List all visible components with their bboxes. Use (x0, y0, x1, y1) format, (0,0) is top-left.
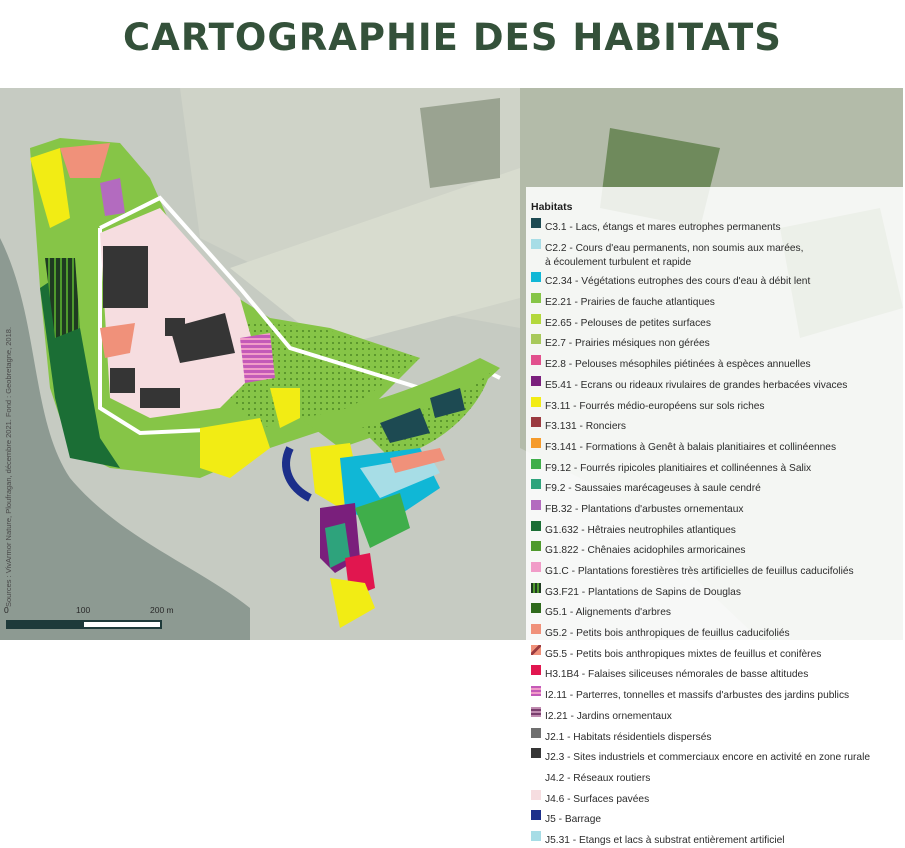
legend-item-f3-131 (531, 416, 903, 434)
building-small-1 (110, 368, 135, 393)
legend-swatch (531, 355, 541, 365)
legend-item-c2-34 (531, 271, 903, 289)
legend-item-f9-2 (531, 478, 903, 496)
legend-label: G3.F21 - Plantations de Sapins de Douglas (545, 586, 741, 598)
legend-label: G1.632 - Hêtraies neutrophiles atlantiques (545, 524, 736, 536)
legend-text (545, 582, 741, 600)
scale-label-mid: 100 (76, 605, 91, 615)
legend-text (545, 238, 803, 269)
legend-label: J4.6 - Surfaces pavées (545, 793, 650, 805)
legend-swatch (531, 397, 541, 407)
legend-item-e5-41 (531, 375, 903, 393)
legend-swatch (531, 603, 541, 613)
legend-item-g5-5 (531, 644, 903, 662)
legend-text (545, 354, 811, 372)
legend-item-h3-1b4 (531, 664, 903, 682)
legend-swatch (531, 314, 541, 324)
legend-text (545, 830, 785, 848)
legend-swatch (531, 438, 541, 448)
legend-swatch (531, 272, 541, 282)
legend-label: G5.5 - Petits bois anthropiques mixtes de feuillus et conifères (545, 648, 822, 660)
legend-label: F9.12 - Fourrés ripicoles planitiaires et collinéennes à Salix (545, 462, 812, 474)
legend-label: C2.2 - Cours d'eau permanents, non soumis aux marées, (545, 242, 804, 254)
legend-item-g5-1 (531, 602, 903, 620)
legend-label: F3.131 - Ronciers (545, 421, 626, 433)
legend-swatch (531, 541, 541, 551)
legend-item-f9-12 (531, 458, 903, 476)
legend-text (545, 478, 761, 496)
legend-swatch (531, 645, 541, 655)
legend-item-g5-2 (531, 623, 903, 641)
legend-label: I2.21 - Jardins ornementaux (545, 710, 672, 722)
scale-fill (8, 622, 84, 627)
legend-item-f3-11 (531, 396, 903, 414)
legend-swatch (531, 583, 541, 593)
page-title: CARTOGRAPHIE DES HABITATS (123, 16, 782, 59)
legend-item-c3-1 (531, 217, 903, 235)
legend-text (545, 727, 711, 745)
legend-text (545, 747, 870, 765)
legend-text (545, 623, 790, 641)
habitat-i2-11 (240, 333, 275, 383)
legend-text (545, 396, 765, 414)
legend-text (545, 499, 743, 517)
map-legend (526, 187, 903, 846)
legend-text (545, 768, 650, 786)
legend-item-j5-31 (531, 830, 903, 848)
legend-swatch (531, 686, 541, 696)
legend-label: J2.3 - Sites industriels et commerciaux encore en activité en zone rurale (545, 752, 871, 764)
legend-title: Habitats (531, 201, 573, 213)
legend-text (545, 292, 715, 310)
legend-text (545, 313, 711, 331)
legend-swatch (531, 521, 541, 531)
legend-label: J5.31 - Etangs et lacs à substrat entièrement artificiel (545, 834, 785, 846)
scale-track (6, 620, 162, 629)
legend-text (545, 706, 672, 724)
legend-swatch (531, 748, 541, 758)
legend-item-fb-32 (531, 499, 903, 517)
legend-swatch (531, 417, 541, 427)
legend-label: C2.34 - Végétations eutrophes des cours d'eau à débit lent (545, 276, 811, 288)
legend-text (545, 540, 745, 558)
legend-item-j5 (531, 809, 903, 827)
legend-swatch (531, 707, 541, 717)
scale-label-start: 0 (4, 605, 9, 615)
legend-swatch (531, 728, 541, 738)
legend-text (545, 520, 736, 538)
legend-swatch (531, 459, 541, 469)
legend-text (545, 789, 649, 807)
source-note: Sources : VivArmor Nature, Ploufragan, décembre 2021. Fond : Geobretagne, 2018. (4, 326, 13, 607)
legend-swatch (531, 334, 541, 344)
scale-bar (4, 605, 182, 637)
legend-item-c2-2 (531, 238, 903, 269)
legend-label: F3.141 - Formations à Genêt à balais planitiaires et collinéennes (545, 441, 837, 453)
legend-text (545, 333, 710, 351)
legend-label: I2.11 - Parterres, tonnelles et massifs d'arbustes des jardins publics (545, 690, 850, 702)
building-main (103, 246, 148, 308)
legend-label: E5.41 - Ecrans ou rideaux rivulaires de grandes herbacées vivaces (545, 379, 848, 391)
legend-swatch (531, 500, 541, 510)
legend-swatch (531, 376, 541, 386)
legend-item-e2-7 (531, 333, 903, 351)
legend-item-e2-21 (531, 292, 903, 310)
legend-label: G5.1 - Alignements d'arbres (545, 607, 671, 619)
legend-label: E2.21 - Prairies de fauche atlantiques (545, 297, 715, 309)
legend-item-e2-8 (531, 354, 903, 372)
legend-swatch (531, 479, 541, 489)
legend-text (545, 271, 810, 289)
legend-text (545, 416, 626, 434)
legend-swatch (531, 810, 541, 820)
legend-text (545, 458, 811, 476)
legend-label: E2.8 - Pelouses mésophiles piétinées à espèces annuelles (545, 359, 811, 371)
legend-item-g3-f21 (531, 582, 903, 600)
legend-swatch (531, 665, 541, 675)
legend-item-g1-632 (531, 520, 903, 538)
legend-label: C3.1 - Lacs, étangs et mares eutrophes permanents (545, 222, 781, 233)
legend-label: E2.65 - Pelouses de petites surfaces (545, 317, 711, 329)
legend-text (545, 217, 781, 235)
legend-label: G1.C - Plantations forestières très artificielles de feuillus caducifoliés (545, 566, 854, 577)
scale-label-end: 200 m (150, 605, 174, 615)
legend-label: F3.11 - Fourrés médio-européens sur sols riches (545, 400, 765, 412)
legend-label: J4.2 - Réseaux routiers (545, 772, 651, 784)
legend-text (545, 644, 821, 662)
legend-text (545, 561, 854, 579)
legend-list (531, 217, 903, 848)
legend-label: J2.1 - Habitats résidentiels dispersés (545, 731, 712, 743)
legend-swatch (531, 769, 541, 779)
legend-swatch (531, 218, 541, 228)
legend-swatch (531, 562, 541, 572)
legend-text (545, 664, 808, 682)
legend-item-j2-3 (531, 747, 903, 765)
habitat-g5-2-west (100, 323, 135, 358)
legend-label: J5 - Barrage (545, 814, 602, 826)
building-small-3 (165, 318, 185, 336)
legend-item-j4-6 (531, 789, 903, 807)
legend-item-i2-21 (531, 706, 903, 724)
legend-swatch (531, 239, 541, 249)
legend-label-continued: à écoulement turbulent et rapide (545, 256, 692, 268)
legend-item-f3-141 (531, 437, 903, 455)
legend-item-g1-c (531, 561, 903, 579)
legend-text (545, 809, 601, 827)
legend-swatch (531, 293, 541, 303)
legend-label: FB.32 - Plantations d'arbustes ornementaux (545, 503, 744, 515)
legend-swatch (531, 624, 541, 634)
legend-label: G1.822 - Chênaies acidophiles armoricaines (545, 545, 746, 557)
legend-label: G5.2 - Petits bois anthropiques de feuillus caducifoliés (545, 628, 790, 640)
habitat-map[interactable] (0, 88, 903, 846)
legend-label: F9.2 - Saussaies marécageuses à saule cendré (545, 483, 761, 495)
legend-item-j4-2 (531, 768, 903, 786)
legend-item-j2-1 (531, 727, 903, 745)
legend-item-e2-65 (531, 313, 903, 331)
legend-text (545, 375, 847, 393)
legend-text (545, 437, 836, 455)
legend-swatch (531, 790, 541, 800)
legend-swatch (531, 831, 541, 841)
legend-label: H3.1B4 - Falaises siliceuses némorales de basse altitudes (545, 669, 809, 681)
legend-label: E2.7 - Prairies mésiques non gérées (545, 338, 710, 350)
legend-text (545, 602, 671, 620)
farm-buildings (420, 98, 500, 188)
legend-item-g1-822 (531, 540, 903, 558)
legend-text (545, 685, 849, 703)
legend-item-i2-11 (531, 685, 903, 703)
building-small-2 (140, 388, 180, 408)
